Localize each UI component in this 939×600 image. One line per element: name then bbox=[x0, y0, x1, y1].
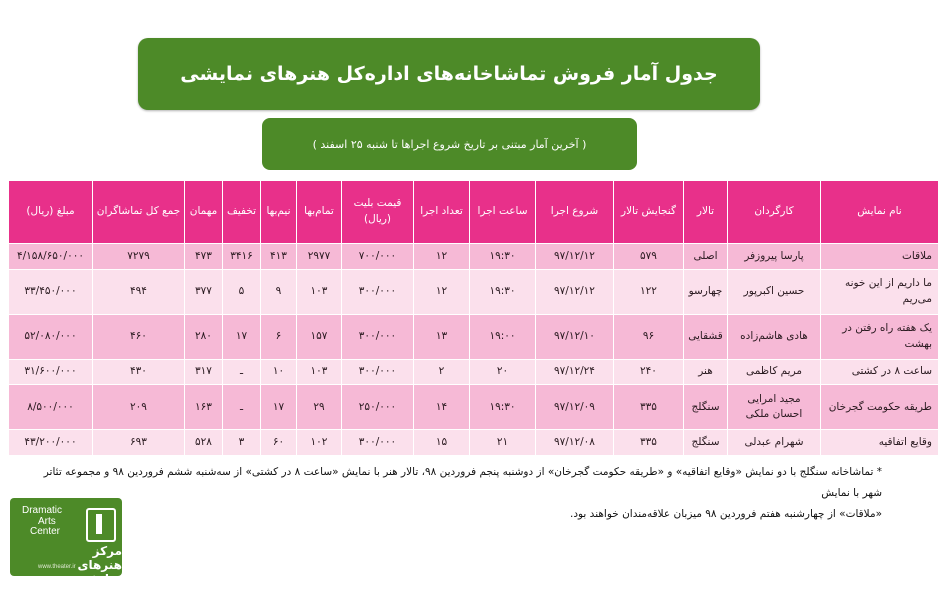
cell-half-price: ۴۱۳ bbox=[261, 244, 297, 270]
header-full-price: تمام‌بها bbox=[297, 181, 342, 244]
cell-half-price: ۶ bbox=[261, 314, 297, 359]
cell-amount: ۴/۱۵۸/۶۵۰/۰۰۰ bbox=[9, 244, 93, 270]
logo-line: Arts bbox=[38, 515, 56, 527]
dramatic-arts-center-logo bbox=[10, 498, 122, 586]
cell-time: ۱۹:۳۰ bbox=[470, 244, 536, 270]
cell-amount: ۳۳/۴۵۰/۰۰۰ bbox=[9, 269, 93, 314]
cell-discount: ۵ bbox=[223, 269, 261, 314]
cell-show-name: یک هفته راه رفتن در بهشت bbox=[821, 314, 939, 359]
cell-time: ۱۹:۳۰ bbox=[470, 269, 536, 314]
header-ticket-price: قیمت بلیت (ریال) bbox=[342, 181, 414, 244]
footnote-line: «ملاقات» از چهارشنبه هفتم فروردین ۹۸ میزبان علاقه‌مندان خواهند بود. bbox=[569, 508, 882, 520]
cell-time: ۲۱ bbox=[470, 430, 536, 456]
cell-half-price: ۱۷ bbox=[261, 385, 297, 430]
cell-performances: ۱۴ bbox=[414, 385, 470, 430]
table-row bbox=[9, 269, 939, 314]
cell-guest: ۴۷۳ bbox=[185, 244, 223, 270]
cell-total-audience: ۴۹۴ bbox=[93, 269, 185, 314]
header-discount: تخفیف bbox=[223, 181, 261, 244]
cell-ticket-price: ۳۰۰/۰۰۰ bbox=[342, 430, 414, 456]
cell-hall: اصلی bbox=[684, 244, 728, 270]
cell-ticket-price: ۲۵۰/۰۰۰ bbox=[342, 385, 414, 430]
header-start-date: شروع اجرا bbox=[536, 181, 614, 244]
cell-discount: ـ bbox=[223, 359, 261, 385]
cell-amount: ۵۲/۰۸۰/۰۰۰ bbox=[9, 314, 93, 359]
cell-guest: ۵۲۸ bbox=[185, 430, 223, 456]
cell-performances: ۱۳ bbox=[414, 314, 470, 359]
table-header-row bbox=[9, 181, 939, 244]
cell-director: هادی هاشم‌زاده bbox=[728, 314, 821, 359]
cell-capacity: ۲۴۰ bbox=[614, 359, 684, 385]
header-hall: تالار bbox=[684, 181, 728, 244]
table-row bbox=[9, 359, 939, 385]
cell-capacity: ۹۶ bbox=[614, 314, 684, 359]
cell-time: ۱۹:۰۰ bbox=[470, 314, 536, 359]
sales-table bbox=[8, 180, 939, 456]
cell-ticket-price: ۳۰۰/۰۰۰ bbox=[342, 314, 414, 359]
cell-hall: چهارسو bbox=[684, 269, 728, 314]
cell-start-date: ۹۷/۱۲/۱۰ bbox=[536, 314, 614, 359]
cell-capacity: ۳۳۵ bbox=[614, 385, 684, 430]
logo-url: www.theater.ir bbox=[38, 564, 76, 570]
cell-half-price: ۶۰ bbox=[261, 430, 297, 456]
header-capacity: گنجایش تالار bbox=[614, 181, 684, 244]
cell-guest: ۱۶۳ bbox=[185, 385, 223, 430]
table-row bbox=[9, 385, 939, 430]
cell-full-price: ۱۰۳ bbox=[297, 269, 342, 314]
cell-capacity: ۱۲۲ bbox=[614, 269, 684, 314]
cell-total-audience: ۶۹۳ bbox=[93, 430, 185, 456]
cell-full-price: ۱۰۳ bbox=[297, 359, 342, 385]
logo-text-fa: مرکز هنرهای نمایشی bbox=[76, 544, 122, 586]
cell-show-name: ساعت ۸ در کشتی bbox=[821, 359, 939, 385]
table-row bbox=[9, 244, 939, 270]
cell-hall: سنگلج bbox=[684, 430, 728, 456]
header-total-audience: جمع کل تماشاگران bbox=[93, 181, 185, 244]
cell-show-name: ملاقات bbox=[821, 244, 939, 270]
cell-discount: ۱۷ bbox=[223, 314, 261, 359]
header-performances: تعداد اجرا bbox=[414, 181, 470, 244]
cell-director: مجید امرایی احسان ملکی bbox=[728, 385, 821, 430]
cell-show-name: طریقه حکومت گجرخان bbox=[821, 385, 939, 430]
logo-text-en bbox=[22, 506, 62, 538]
cell-full-price: ۲۹ bbox=[297, 385, 342, 430]
cell-start-date: ۹۷/۱۲/۱۲ bbox=[536, 269, 614, 314]
cell-show-name: وقایع اتفاقیه bbox=[821, 430, 939, 456]
cell-discount: ۳۴۱۶ bbox=[223, 244, 261, 270]
cell-guest: ۳۷۷ bbox=[185, 269, 223, 314]
cell-performances: ۱۲ bbox=[414, 244, 470, 270]
cell-director: پارسا پیروزفر bbox=[728, 244, 821, 270]
cell-half-price: ۱۰ bbox=[261, 359, 297, 385]
logo-line: Dramatic bbox=[22, 505, 63, 516]
header-director: کارگردان bbox=[728, 181, 821, 244]
cell-performances: ۲ bbox=[414, 359, 470, 385]
cell-hall: قشقایی bbox=[684, 314, 728, 359]
logo-line: Center bbox=[30, 526, 61, 537]
cell-performances: ۱۵ bbox=[414, 430, 470, 456]
header-amount: مبلغ (ریال) bbox=[9, 181, 93, 244]
cell-director: حسین اکبرپور bbox=[728, 269, 821, 314]
cell-full-price: ۲۹۷۷ bbox=[297, 244, 342, 270]
cell-total-audience: ۷۲۷۹ bbox=[93, 244, 185, 270]
cell-amount: ۸/۵۰۰/۰۰۰ bbox=[9, 385, 93, 430]
header-time: ساعت اجرا bbox=[470, 181, 536, 244]
header-half-price: نیم‌بها bbox=[261, 181, 297, 244]
cell-guest: ۳۱۷ bbox=[185, 359, 223, 385]
cell-ticket-price: ۷۰۰/۰۰۰ bbox=[342, 244, 414, 270]
cell-show-name: ما داریم از این خونه می‌ریم bbox=[821, 269, 939, 314]
header-show-name: نام نمایش bbox=[821, 181, 939, 244]
cell-director: مریم کاظمی bbox=[728, 359, 821, 385]
table-row bbox=[9, 314, 939, 359]
cell-capacity: ۵۷۹ bbox=[614, 244, 684, 270]
cell-amount: ۳۱/۶۰۰/۰۰۰ bbox=[9, 359, 93, 385]
cell-ticket-price: ۳۰۰/۰۰۰ bbox=[342, 269, 414, 314]
table-row bbox=[9, 430, 939, 456]
cell-start-date: ۹۷/۱۲/۲۴ bbox=[536, 359, 614, 385]
footnote bbox=[22, 462, 882, 525]
cell-performances: ۱۲ bbox=[414, 269, 470, 314]
page-title: جدول آمار فروش تماشاخانه‌های اداره‌کل هنرهای نمایشی bbox=[138, 38, 760, 110]
cell-discount: ـ bbox=[223, 385, 261, 430]
cell-total-audience: ۴۳۰ bbox=[93, 359, 185, 385]
cell-start-date: ۹۷/۱۲/۰۸ bbox=[536, 430, 614, 456]
cell-hall: سنگلج bbox=[684, 385, 728, 430]
cell-full-price: ۱۰۲ bbox=[297, 430, 342, 456]
cell-start-date: ۹۷/۱۲/۰۹ bbox=[536, 385, 614, 430]
cell-time: ۲۰ bbox=[470, 359, 536, 385]
cell-director: شهرام عبدلی bbox=[728, 430, 821, 456]
cell-full-price: ۱۵۷ bbox=[297, 314, 342, 359]
header-guest: مهمان bbox=[185, 181, 223, 244]
cell-start-date: ۹۷/۱۲/۱۲ bbox=[536, 244, 614, 270]
cell-hall: هنر bbox=[684, 359, 728, 385]
cell-time: ۱۹:۳۰ bbox=[470, 385, 536, 430]
theater-emblem-icon bbox=[86, 508, 116, 542]
cell-capacity: ۳۳۵ bbox=[614, 430, 684, 456]
cell-guest: ۲۸۰ bbox=[185, 314, 223, 359]
footnote-line: * تماشاخانه سنگلج با دو نمایش «وقایع اتفاقیه» و «طریقه حکومت گجرخان» از دوشنبه پنجم فروردین ۹۸، تالار هنر با نمایش «ساعت ۸ در کشتی» از سه‌شنبه ششم فروردین ۹۸ و مجموعه تئاتر شهر با نمایش bbox=[43, 466, 882, 499]
cell-ticket-price: ۳۰۰/۰۰۰ bbox=[342, 359, 414, 385]
cell-total-audience: ۲۰۹ bbox=[93, 385, 185, 430]
cell-amount: ۴۳/۲۰۰/۰۰۰ bbox=[9, 430, 93, 456]
page-subtitle: ( آخرین آمار مبتنی بر تاریخ شروع اجراها تا شنبه ۲۵ اسفند ) bbox=[262, 118, 637, 170]
cell-discount: ۳ bbox=[223, 430, 261, 456]
cell-half-price: ۹ bbox=[261, 269, 297, 314]
cell-total-audience: ۴۶۰ bbox=[93, 314, 185, 359]
